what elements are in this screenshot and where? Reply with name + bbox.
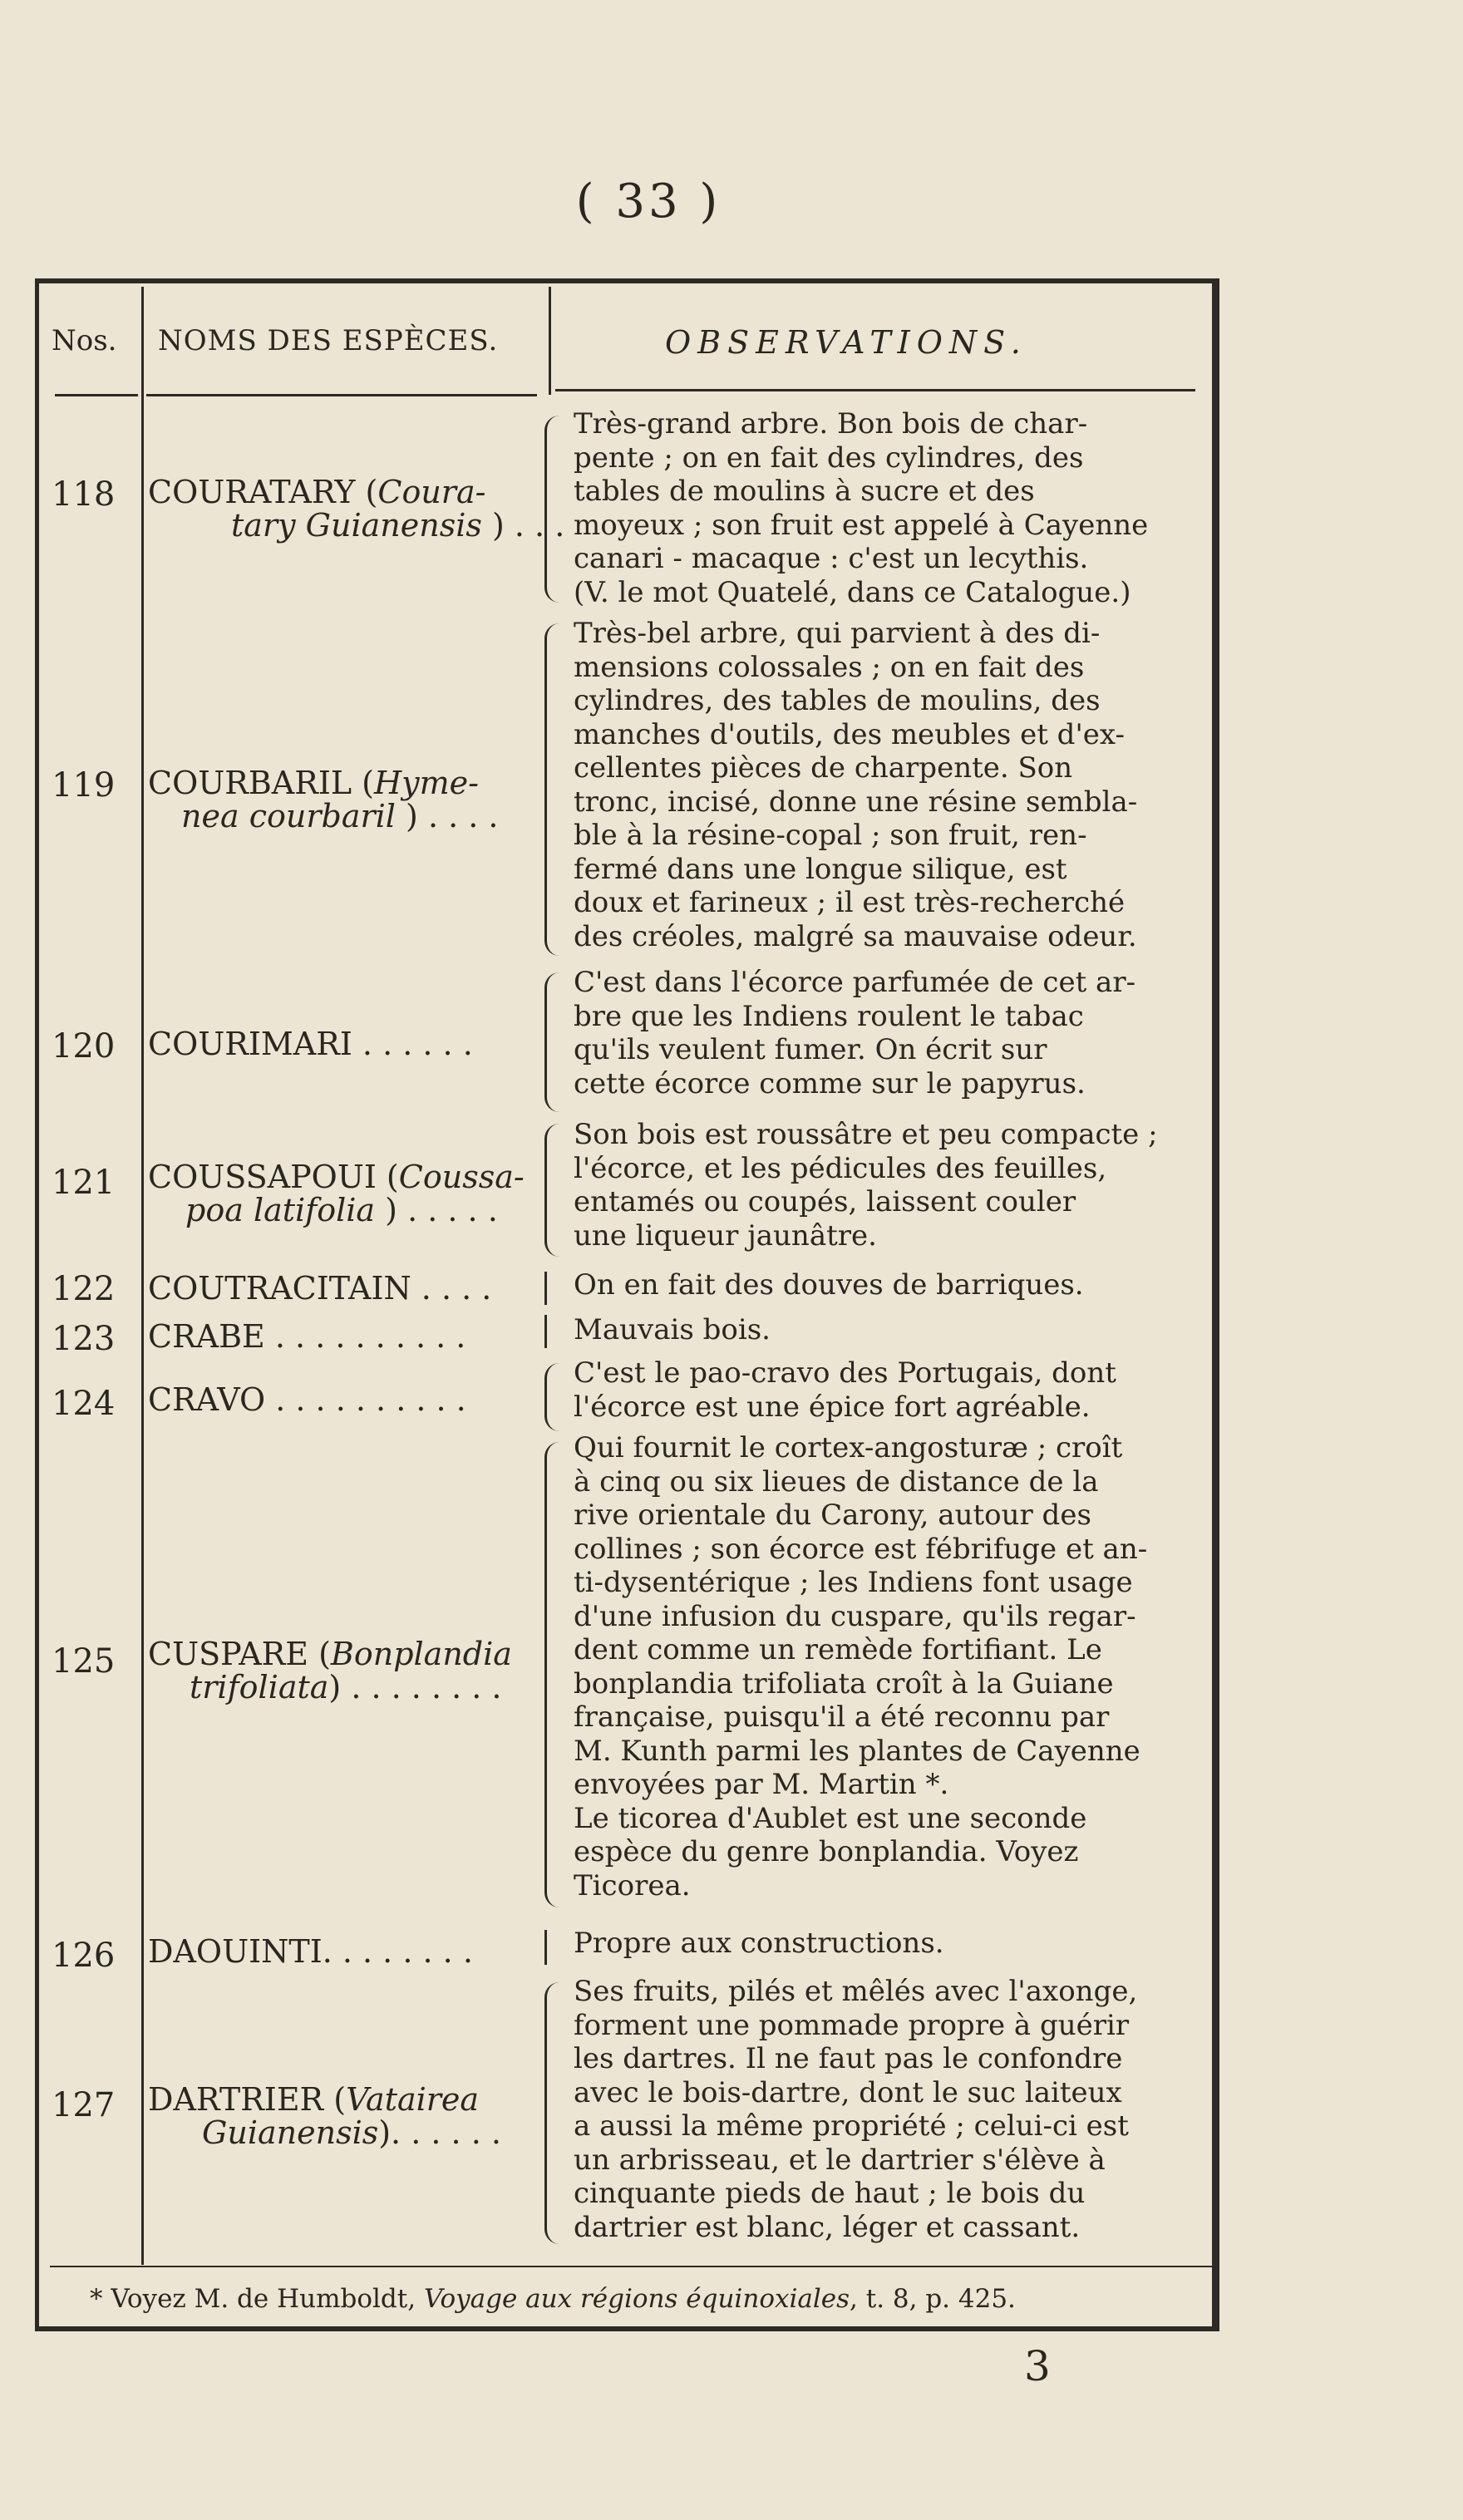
brace	[544, 1124, 565, 1257]
header-observations: OBSERVATIONS.	[665, 324, 1027, 361]
observation-text: Propre aux constructions.	[574, 1927, 944, 1960]
brace	[544, 623, 565, 956]
entry-number: 125	[52, 1642, 116, 1681]
observation-text: Ses fruits, pilés et mêlés avec l'axonge, forment une pommade propre à guérir les dartres. Il ne faut pas le confondre avec le bois-dartre, dont le suc laiteux a aussi la même propriété ; celui-ci est un arbrisseau, et le dartrier s'élève à cinquante pieds de haut ; le bois du dartrier est blanc, léger et cassant.	[574, 1975, 1138, 2244]
entry-number: 122	[52, 1270, 116, 1308]
observation-text: Mauvais bois.	[574, 1313, 771, 1346]
header-species-names: NOMS DES ESPÈCES.	[158, 324, 499, 357]
entry-number: 124	[52, 1385, 116, 1423]
species-name: CUSPARE (Bonplandia trifoliata) . . . . . . . .	[148, 1636, 512, 1705]
entry-number: 118	[52, 475, 116, 514]
header-rule-number	[55, 394, 138, 396]
entry-number: 119	[52, 766, 116, 805]
observation-text: On en fait des douves de barriques.	[574, 1268, 1084, 1302]
species-name: DARTRIER (Vatairea Guianensis). . . . . .	[148, 2081, 501, 2151]
brace	[544, 1363, 565, 1431]
species-name: CRABE . . . . . . . . . .	[148, 1318, 466, 1355]
entry-number: 127	[52, 2086, 116, 2124]
brace	[544, 416, 565, 603]
footnote: * Voyez M. de Humboldt, Voyage aux régions équinoxiales, t. 8, p. 425.	[90, 2284, 1016, 2314]
observation-text: Qui fournit le cortex-angosturæ ; croît à cinq ou six lieues de distance de la rive orientale du Carony, autour des collines ; son écorce est fébrifuge et an- ti-dysentérique ; les Indiens font usage d'une infusion du cuspare, qu'ils regar- dent comme un remède fortifiant. Le bonplandia trifoliata croît à la Guiane française, puisqu'il a été reconnu par M. Kunth parmi les plantes de Cayenne envoyées par M. Martin *. Le ticorea d'Aublet est une seconde espèce du genre bonplandia. Voyez Ticorea.	[574, 1431, 1148, 1902]
brace	[544, 972, 565, 1112]
species-name: COURBARIL (Hyme- nea courbaril ) . . . .	[148, 765, 499, 834]
brace	[544, 1442, 565, 1907]
entry-number: 121	[52, 1164, 116, 1202]
brace	[544, 1982, 565, 2244]
species-name: COURIMARI . . . . . .	[148, 1026, 473, 1062]
page-number: ( 33 )	[575, 175, 722, 229]
brace	[544, 1930, 565, 1965]
header-rule-names	[146, 394, 537, 396]
entry-number: 126	[52, 1937, 116, 1975]
brace	[544, 1315, 565, 1348]
entry-number: 120	[52, 1027, 116, 1066]
brace	[544, 1272, 565, 1305]
observation-text: Très-bel arbre, qui parvient à des di- mensions colossales ; on en fait des cylindres, des tables de moulins, des manches d'outils, des meubles et d'ex- cellentes pièces de charpente. Son tronc, incisé, donne une résine sembla- ble à la résine-copal ; son fruit, ren- fermé dans une longue silique, est doux et farineux ; il est très-recherché des créoles, malgré sa mauvaise odeur.	[574, 617, 1138, 953]
footer-rule	[50, 2266, 1214, 2267]
observation-text: C'est le pao-cravo des Portugais, dont l'écorce est une épice fort agréable.	[574, 1356, 1116, 1424]
observation-text: Très-grand arbre. Bon bois de char- pente ; on en fait des cylindres, des tables de moulins à sucre et des moyeux ; son fruit est appelé à Cayenne canari - macaque : c'est un lecythis. (V. le mot Quatelé, dans ce Catalogue.)	[574, 407, 1149, 609]
species-name: COUTRACITAIN . . . .	[148, 1270, 492, 1307]
species-name: COUSSAPOUI (Coussa- poa latifolia ) . . . . .	[148, 1159, 525, 1228]
observation-text: Son bois est roussâtre et peu compacte ; l'écorce, et les pédicules des feuilles, entamés ou coupés, laissent couler une liqueur jaunâtre.	[574, 1118, 1158, 1253]
header-number: Nos.	[52, 324, 117, 357]
species-name: CRAVO . . . . . . . . . .	[148, 1381, 466, 1418]
observation-text: C'est dans l'écorce parfumée de cet ar- bre que les Indiens roulent le tabac qu'ils veulent fumer. On écrit sur cette écorce comme sur le papyrus.	[574, 966, 1136, 1100]
species-name: COURATARY (Coura- tary Guianensis ) . . .	[148, 474, 565, 544]
column-divider-names	[549, 287, 551, 395]
entry-number: 123	[52, 1320, 116, 1358]
species-name: DAOUINTI. . . . . . . .	[148, 1933, 473, 1970]
signature-mark: 3	[1024, 2342, 1051, 2390]
header-rule-observations	[555, 389, 1195, 391]
